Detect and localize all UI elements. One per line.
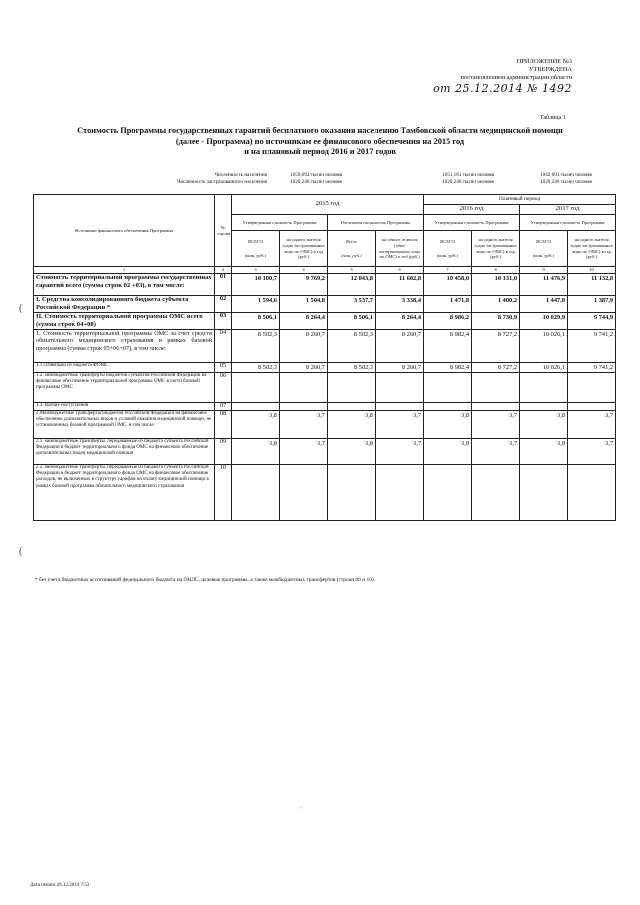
- value-cell: [472, 373, 520, 403]
- header-per-capita-2016: на одного жителя (одно застрахованное лицо по ОМС) в год (руб.): [472, 231, 520, 267]
- index-cell: 8: [472, 267, 520, 274]
- index-cell: 10: [568, 267, 616, 274]
- table-row: [34, 330, 616, 363]
- row-label: 2.2. межбюджетные трансферты, передаваемые из бюджета субъекта Российской Федерации в бюджет территориального фонда ОМС на финансовое обеспечение расходов, не включенных в структуру тарифов на оплату медицинской помощи в рамках базовой программы обязательного медицинского страхования: [34, 465, 215, 521]
- header-total-2016: [424, 231, 472, 267]
- value-cell: 1 594,6: [232, 296, 280, 313]
- header-approved-2016: Утвержденная стоимость Программы: [424, 215, 520, 231]
- value-cell: [232, 403, 280, 411]
- row-code: 04: [215, 330, 232, 363]
- program-cost-table: [33, 194, 616, 521]
- row-code: 06: [215, 373, 232, 403]
- value-cell: 10 026,1: [520, 330, 568, 363]
- document-title: [20, 126, 620, 158]
- table-row: [34, 313, 616, 330]
- header-total-2017: [520, 231, 568, 267]
- header-plan-period: Плановый период: [424, 195, 616, 205]
- index-cell: 9: [520, 267, 568, 274]
- header-unit: (млн. руб.): [245, 252, 266, 258]
- value-cell: 8 260,7: [280, 363, 328, 373]
- value-cell: [472, 465, 520, 521]
- insured-population-label: Численность застрахованного населения: [176, 179, 267, 185]
- header-2016: 2016 год: [424, 205, 520, 215]
- value-cell: 3,8: [232, 439, 280, 465]
- value-cell: 8 506,1: [232, 313, 280, 330]
- row-label: 1. Стоимость территориальной программы ОМС за счет средств обязательного медицинского страхования в рамках базовой программы (сумма строк 05+06+07), в том числе:: [34, 330, 215, 363]
- header-unit-calc: (млн. руб.): [341, 252, 362, 258]
- header-row-no: № строки: [215, 195, 232, 267]
- insured-2015: 1029,246 тысяч человек: [290, 179, 343, 185]
- print-date: Дата печати 26.12.2014 7:53: [30, 883, 90, 888]
- value-cell: 8 260,7: [376, 330, 424, 363]
- value-cell: [328, 373, 376, 403]
- table-row: [34, 403, 616, 411]
- header-approved-2015: Утвержденная стоимость Программы: [232, 215, 328, 231]
- value-cell: [520, 403, 568, 411]
- table-row: [34, 296, 616, 313]
- header-total-label: ВСЕГО: [248, 238, 263, 244]
- index-cell: 3: [232, 267, 280, 274]
- row-code: 03: [215, 313, 232, 330]
- row-label: Стоимость территориальной программы государственных гарантий всего (сумма строк 02 +03), в том числе:: [34, 274, 215, 296]
- row-label: 1.3. прочие поступления: [34, 403, 215, 411]
- value-cell: 8 986,2: [424, 313, 472, 330]
- value-cell: 1 400,2: [472, 296, 520, 313]
- value-cell: 10 131,0: [472, 274, 520, 296]
- value-cell: 1 504,8: [280, 296, 328, 313]
- value-cell: 3,8: [328, 439, 376, 465]
- value-cell: [280, 465, 328, 521]
- value-cell: 1 471,8: [424, 296, 472, 313]
- value-cell: [280, 403, 328, 411]
- value-cell: 3,8: [424, 411, 472, 439]
- value-cell: 8 260,7: [376, 363, 424, 373]
- appendix-title: ПРИЛОЖЕНИЕ №3: [516, 58, 572, 65]
- value-cell: [280, 373, 328, 403]
- value-cell: [520, 465, 568, 521]
- row-code: 01: [215, 274, 232, 296]
- value-cell: 8 506,1: [328, 313, 376, 330]
- value-cell: 3,8: [232, 411, 280, 439]
- value-cell: 8 982,4: [424, 330, 472, 363]
- margin-bracket: (: [19, 546, 23, 557]
- population-label: Численность населения: [214, 172, 267, 178]
- value-cell: 8 502,3: [328, 330, 376, 363]
- value-cell: 8 264,4: [280, 313, 328, 330]
- header-unit-2017: (млн. руб.): [533, 252, 555, 258]
- header-total-2015: [232, 231, 280, 267]
- value-cell: 3,7: [280, 439, 328, 465]
- title-line-3: и на плановый период 2016 и 2017 годов: [244, 147, 396, 156]
- value-cell: 8 730,9: [472, 313, 520, 330]
- row-label: 2.Межбюджетные трансферты бюджетов Российской Федерации на финансовое обеспечение дополнительных видов и условий оказания медицинской помощи, не установленных базовой программой ОМС, в том числе:: [34, 411, 215, 439]
- value-cell: 10 029,9: [520, 313, 568, 330]
- header-total-calc-label: Всего: [346, 238, 357, 244]
- value-cell: 3,7: [568, 411, 616, 439]
- value-cell: 3,7: [472, 439, 520, 465]
- row-label: 1.1.субвенции из бюджета ФОМС: [34, 363, 215, 373]
- header-total-2017-label: ВСЕГО: [536, 238, 551, 244]
- value-cell: [424, 373, 472, 403]
- value-cell: 8 260,7: [280, 330, 328, 363]
- value-cell: [376, 465, 424, 521]
- index-cell: 5: [328, 267, 376, 274]
- population-2015: 1059,692 тысяч человек: [290, 172, 343, 178]
- value-cell: 3,8: [328, 411, 376, 439]
- value-cell: [328, 403, 376, 411]
- value-cell: 10 458,0: [424, 274, 472, 296]
- value-cell: 11 602,8: [376, 274, 424, 296]
- value-cell: 9 769,2: [280, 274, 328, 296]
- value-cell: 10 026,1: [520, 363, 568, 373]
- margin-bracket: (: [19, 303, 23, 314]
- header-source: Источники финансового обеспечения Программы: [34, 195, 215, 267]
- value-cell: 9 744,9: [568, 313, 616, 330]
- footnote: * без учета бюджетных ассигнований федерального бюджета на ОНЛС, целевые программы, а также межбюджетных трансфертов (строки 06 и 10): [35, 577, 374, 583]
- row-code: 05: [215, 363, 232, 373]
- value-cell: [424, 465, 472, 521]
- value-cell: 8 264,4: [376, 313, 424, 330]
- row-code: 02: [215, 296, 232, 313]
- value-cell: [232, 465, 280, 521]
- header-calc-2015: Расчетная стоимость Программы: [328, 215, 424, 231]
- header-total-calc: [328, 231, 376, 267]
- insured-2016: 1029,246 тысяч человек: [442, 179, 495, 185]
- value-cell: 3,8: [520, 411, 568, 439]
- insured-2017: 1029,246 тысяч человек: [540, 179, 593, 185]
- header-2017: 2017 год: [520, 205, 616, 215]
- value-cell: 9 741,2: [568, 363, 616, 373]
- population-2016: 1051,161 тысяч человек: [442, 172, 495, 178]
- index-row: [34, 267, 616, 274]
- stray-mark: `: [300, 808, 302, 814]
- row-code: 09: [215, 439, 232, 465]
- index-cell: 7: [424, 267, 472, 274]
- value-cell: 3,7: [472, 411, 520, 439]
- value-cell: [328, 465, 376, 521]
- value-cell: 8 727,2: [472, 330, 520, 363]
- value-cell: 3,7: [280, 411, 328, 439]
- handwritten-date-number: от 25.12.2014 № 1492: [433, 82, 572, 95]
- appendix-decree: постановлением администрации области: [460, 74, 572, 81]
- value-cell: [520, 373, 568, 403]
- row-label: 2.1. межбюджетные трансферты, передаваемые из бюджета субъекта Российской Федерации в бюджет территориального фонда ОМС на финансовое обеспечение дополнительных видов медицинской помощи: [34, 439, 215, 465]
- header-approved-2017: Утвержденная стоимость Программы: [520, 215, 616, 231]
- row-code: 08: [215, 411, 232, 439]
- row-label: II. Стоимость территориальной программы ОМС всего (сумма строк 04+08): [34, 313, 215, 330]
- header-per-capita-calc: на одного жителя (одно застрахованное лицо по ОМС) в год (руб.): [376, 231, 424, 267]
- value-cell: [232, 373, 280, 403]
- table-row: [34, 274, 616, 296]
- value-cell: 3 338,4: [376, 296, 424, 313]
- value-cell: 3,7: [568, 439, 616, 465]
- row-code: 07: [215, 403, 232, 411]
- row-label: 1.2. межбюджетные трансферты бюджетов субъектов Российской Федерации на финансовое обеспечение территориальной программы ОМС в части базовой программы ОМС: [34, 373, 215, 403]
- table-number: Таблица 1: [540, 115, 566, 121]
- value-cell: 1 447,0: [520, 296, 568, 313]
- row-code: 10: [215, 465, 232, 521]
- appendix-block: [430, 58, 572, 95]
- value-cell: 11 476,9: [520, 274, 568, 296]
- value-cell: 3 537,7: [328, 296, 376, 313]
- value-cell: 12 043,8: [328, 274, 376, 296]
- value-cell: 9 741,2: [568, 330, 616, 363]
- table-row: [34, 363, 616, 373]
- table-row: [34, 411, 616, 439]
- index-cell: 6: [376, 267, 424, 274]
- value-cell: [376, 403, 424, 411]
- value-cell: 8 727,2: [472, 363, 520, 373]
- value-cell: 3,7: [376, 439, 424, 465]
- title-line-1: Стоимость Программы государственных гарантий бесплатного оказания населению Тамбовской области медицинской помощи: [77, 126, 563, 135]
- value-cell: [568, 465, 616, 521]
- value-cell: [376, 373, 424, 403]
- value-cell: [568, 373, 616, 403]
- header-total-2016-label: ВСЕГО: [440, 238, 455, 244]
- table-row: [34, 465, 616, 521]
- header-unit-2016: (млн. руб.): [437, 252, 459, 258]
- index-cell: 2: [215, 267, 232, 274]
- value-cell: 8 502,3: [232, 363, 280, 373]
- title-line-2: (далее - Программа) по источникам ее финансового обеспечения на 2015 год: [175, 136, 465, 146]
- index-cell: 4: [280, 267, 328, 274]
- value-cell: 8 502,3: [328, 363, 376, 373]
- value-cell: 8 502,3: [232, 330, 280, 363]
- header-2015: 2015 год: [232, 195, 424, 215]
- header-per-capita-2017: на одного жителя (одно застрахованное лицо по ОМС) в год (руб.): [568, 231, 616, 267]
- value-cell: 3,8: [424, 439, 472, 465]
- value-cell: 3,8: [520, 439, 568, 465]
- value-cell: 10 100,7: [232, 274, 280, 296]
- header-row-1: [34, 195, 616, 205]
- population-2017: 1042,603 тысяч человек: [540, 172, 593, 178]
- appendix-approved: УТВЕРЖДЕНА: [528, 66, 572, 73]
- value-cell: 3,7: [376, 411, 424, 439]
- value-cell: 11 132,8: [568, 274, 616, 296]
- header-per-capita-2015: на одного жителя (одно застрахованное лицо по ОМС) в год (руб.): [280, 231, 328, 267]
- value-cell: [472, 403, 520, 411]
- index-cell: 1: [34, 267, 215, 274]
- table-row: [34, 373, 616, 403]
- table-row: [34, 439, 616, 465]
- value-cell: 8 982,4: [424, 363, 472, 373]
- value-cell: [424, 403, 472, 411]
- value-cell: 1 387,9: [568, 296, 616, 313]
- table-body: [34, 274, 616, 521]
- value-cell: [568, 403, 616, 411]
- row-label: I. Средства консолидированного бюджета субъекта Российской Федерации *: [34, 296, 215, 313]
